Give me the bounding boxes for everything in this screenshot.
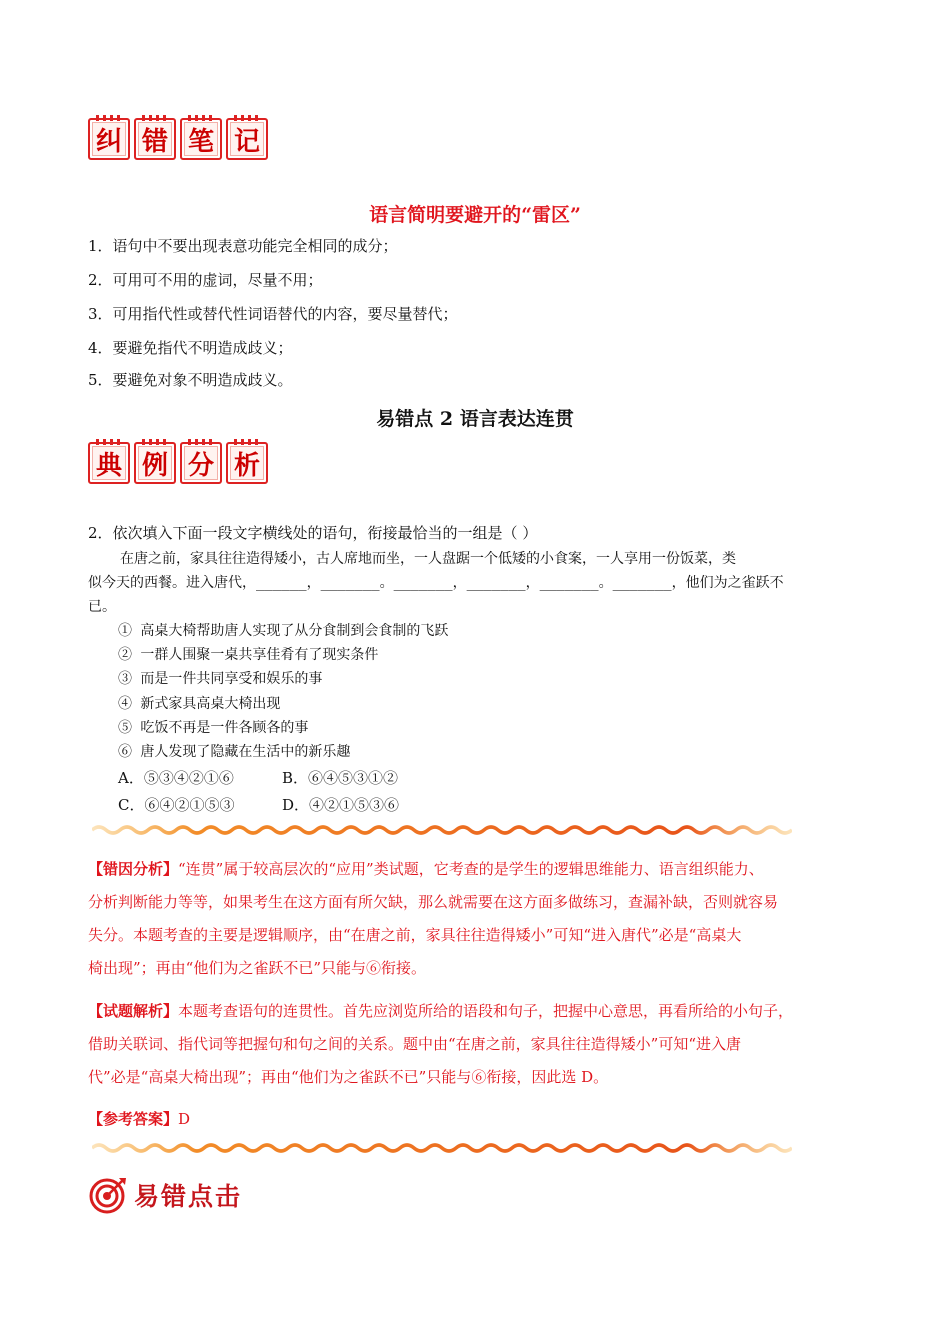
badge-char: 笔 <box>180 118 222 160</box>
badge-char: 记 <box>226 118 268 160</box>
passage-line: 已。 <box>88 599 116 615</box>
error-analysis-line: 失分。本题考查的主要是逻辑顺序，由“在唐之前，家具往往造得矮小”可知“进入唐代”必是“高桌大 <box>88 926 742 944</box>
wavy-divider <box>92 824 792 836</box>
option-item: ⑥ 唐人发现了隐藏在生活中的新乐趣 <box>118 744 351 760</box>
option-item: ⑤ 吃饭不再是一件各顾各的事 <box>118 720 309 736</box>
error-analysis-line <box>88 853 868 886</box>
error-tips-label: 易错点击 <box>134 1182 243 1211</box>
choice-c: C．⑥④②①⑤③ <box>118 796 235 814</box>
badge-char: 纠 <box>88 118 130 160</box>
option-item: ② 一群人围聚一桌共享佳肴有了现实条件 <box>118 647 379 663</box>
badge-char: 典 <box>88 442 130 484</box>
list-item: 2．可用可不用的虚词，尽量不用； <box>88 271 323 289</box>
error-analysis-label: 【错因分析】 <box>88 860 179 878</box>
option-item: ④ 新式家具高桌大椅出现 <box>118 696 281 712</box>
error-analysis-line: 椅出现”；再由“他们为之雀跃不已”只能与⑥衔接。 <box>88 959 427 977</box>
example-analysis-badge <box>88 442 268 484</box>
section2-title: 易错点 2 语言表达连贯 <box>376 408 574 430</box>
answer-value: D <box>178 1110 191 1128</box>
target-icon <box>88 1175 128 1215</box>
solution-line: 借助关联词、指代词等把握句和句之间的关系。题中由“在唐之前，家具往往造得矮小”可知“进入唐 <box>88 1035 742 1053</box>
list-item: 5．要避免对象不明造成歧义。 <box>88 371 293 389</box>
badge-char: 析 <box>226 442 268 484</box>
choice-a: A．⑤③④②①⑥ <box>118 769 234 787</box>
choice-d: D．④②①⑤③⑥ <box>282 796 400 814</box>
error-analysis <box>88 853 868 985</box>
solution-analysis <box>88 995 868 1094</box>
solution-label: 【试题解析】 <box>88 1002 179 1020</box>
question-stem: 2．依次填入下面一段文字横线处的语句，衔接最恰当的一组是（ ） <box>88 524 538 542</box>
wavy-divider <box>92 1142 792 1154</box>
solution-text: 本题考查语句的连贯性。首先应浏览所给的语段和句子，把握中心意思，再看所给的小句子， <box>178 1002 794 1020</box>
solution-line: 代”必是“高桌大椅出现”；再由“他们为之雀跃不已”只能与⑥衔接，因此选 D。 <box>88 1068 609 1086</box>
passage-line: 在唐之前，家具往往造得矮小，古人席地而坐，一人盘踞一个低矮的小食案，一人享用一份饭菜，类 <box>120 551 736 567</box>
reference-answer <box>88 1103 868 1136</box>
answer-label: 【参考答案】 <box>88 1110 179 1128</box>
list-item: 1．语句中不要出现表意功能完全相同的成分； <box>88 237 398 255</box>
error-analysis-text: “连贯”属于较高层次的“应用”类试题，它考查的是学生的逻辑思维能力、语言组织能力、 <box>178 860 764 878</box>
option-item: ① 高桌大椅帮助唐人实现了从分食制到会食制的飞跃 <box>118 623 449 639</box>
badge-char: 错 <box>134 118 176 160</box>
list-item: 4．要避免指代不明造成歧义； <box>88 339 293 357</box>
badge-char: 分 <box>180 442 222 484</box>
error-tips-badge <box>88 1175 263 1215</box>
passage-line: 似今天的西餐。进入唐代，______，_______。_______，_______，_______。_______，他们为之雀跃不 <box>88 575 784 591</box>
list-item: 3．可用指代性或替代性词语替代的内容，要尽量替代； <box>88 305 458 323</box>
solution-line <box>88 995 868 1028</box>
correction-notes-badge <box>88 118 268 160</box>
section1-title: 语言简明要避开的“雷区” <box>369 204 581 226</box>
badge-char: 例 <box>134 442 176 484</box>
choice-b: B．⑥④⑤③①② <box>282 769 399 787</box>
error-analysis-line: 分析判断能力等等，如果考生在这方面有所欠缺，那么就需要在这方面多做练习，查漏补缺，否则就容易 <box>88 893 779 911</box>
option-item: ③ 而是一件共同享受和娱乐的事 <box>118 671 323 687</box>
